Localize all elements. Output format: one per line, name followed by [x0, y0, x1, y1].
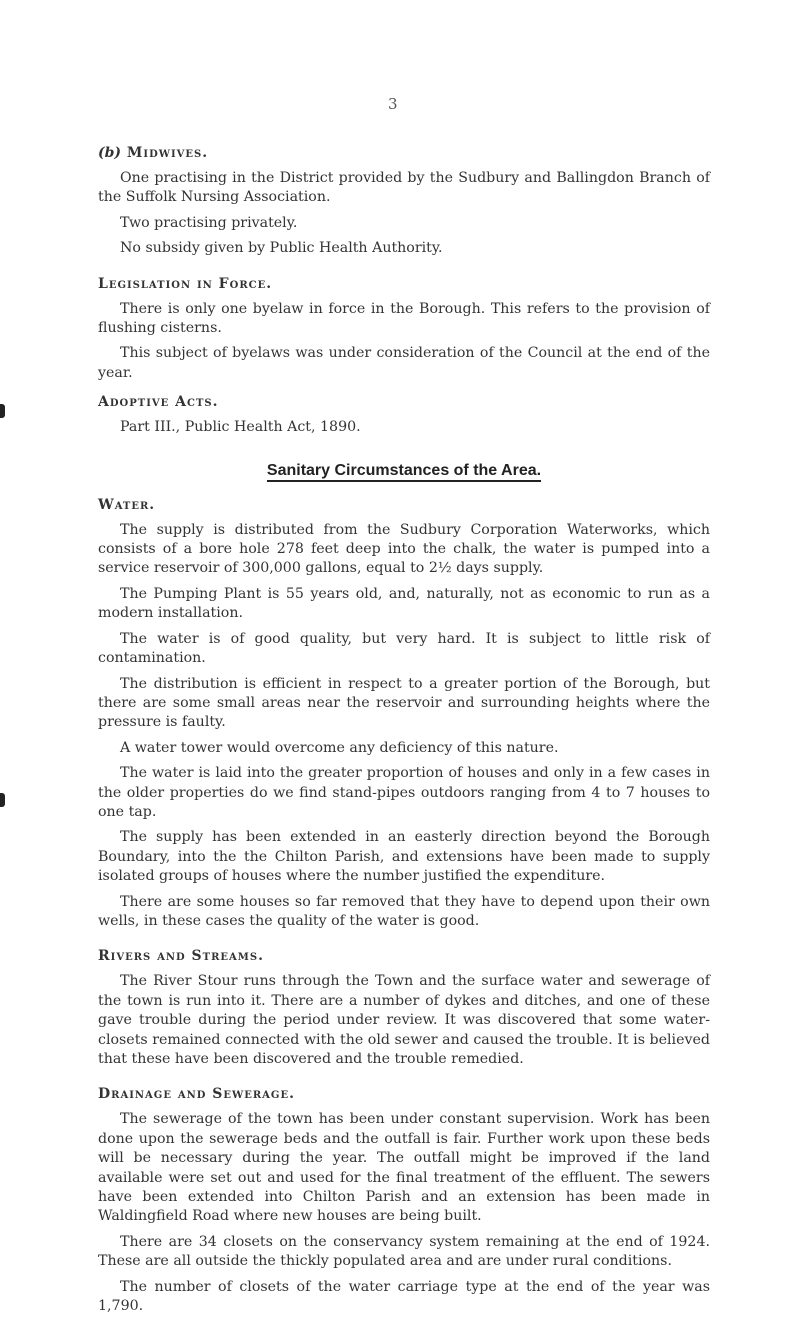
paragraph: The supply is distributed from the Sudbury Corporation Waterworks, which consists of a bore hole 278 feet deep into the chalk, the water is pumped into a service reservoir of 300,000 gallons, equal to 2½ days supply. [98, 521, 710, 577]
section-prefix: (b) [98, 145, 122, 161]
section-heading-rivers: Rivers and Streams. [98, 948, 264, 965]
paragraph: The water is laid into the greater proportion of houses and only in a few cases in the older properties do we find stand-pipes outdoors ranging from 4 to 7 houses to one tap. [98, 765, 710, 820]
paragraph: The River Stour runs through the Town and the surface water and sewerage of the town is run into it. There are a number of dykes and ditches, and one of these gave trouble during the period under review. It was discovered that some water-closets remained connected with the old sewer and caused the trouble. It is believed that these have been discovered and the trouble remedied. [98, 973, 710, 1067]
section-title: Midwives. [126, 145, 209, 161]
paragraph: One practising in the District provided by the Sudbury and Ballingdon Branch of the Suffolk Nursing Association. [98, 170, 710, 206]
paragraph: The number of closets of the water carriage type at the end of the year was 1,790. [98, 1278, 710, 1315]
paragraph: A water tower would overcome any deficiency of this nature. [120, 739, 559, 756]
paragraph: This subject of byelaws was under consideration of the Council at the end of the year. [98, 345, 710, 381]
margin-mark [0, 404, 5, 418]
paragraph: The Pumping Plant is 55 years old, and, naturally, not as economic to run as a modern installation. [98, 585, 710, 622]
section-heading-water: Water. [98, 496, 156, 513]
page-number: 3 [388, 95, 398, 113]
paragraph: The supply has been extended in an easterly direction beyond the Borough Boundary, into the the Chilton Parish, and extensions have been made to supply isolated groups of houses where the number justified the expenditure. [98, 829, 710, 885]
section-heading-legislation: Legislation in Force. [98, 275, 273, 292]
section-heading-midwives [98, 144, 710, 163]
section-heading-drainage: Drainage and Sewerage. [98, 1086, 295, 1103]
paragraph: The sewerage of the town has been under constant supervision. Work has been done upon the sewerage beds and the outfall is fair. Further work upon these beds will be necessary during the year. The outfall might be improved if the land available were set out and used for the final treatment of the effluent. The sewers have been extended into Chilton Parish and an extension has been made in Waldingfield Road where new houses are being built. [98, 1111, 710, 1225]
paragraph: The distribution is efficient in respect to a greater portion of the Borough, but there are some small areas near the reservoir and surrounding heights where the pressure is faulty. [98, 675, 710, 731]
margin-mark [0, 793, 5, 807]
paragraph: Two practising privately. [120, 214, 298, 231]
main-heading-text: Sanitary Circumstances of the Area. [267, 462, 541, 482]
page-content [98, 144, 710, 1316]
main-heading [98, 462, 710, 480]
paragraph: No subsidy given by Public Health Authority. [120, 240, 443, 257]
paragraph: There is only one byelaw in force in the Borough. This refers to the provision of flushing cisterns. [98, 300, 710, 337]
paragraph: The water is of good quality, but very hard. It is subject to little risk of contamination. [98, 630, 710, 667]
section-heading-adoptive: Adoptive Acts. [98, 394, 219, 411]
paragraph: There are 34 closets on the conservancy system remaining at the end of 1924. These are all outside the thickly populated area and are under rural conditions. [98, 1233, 710, 1270]
paragraph: Part III., Public Health Act, 1890. [120, 419, 361, 436]
paragraph: There are some houses so far removed that they have to depend upon their own wells, in these cases the quality of the water is good. [98, 893, 710, 929]
